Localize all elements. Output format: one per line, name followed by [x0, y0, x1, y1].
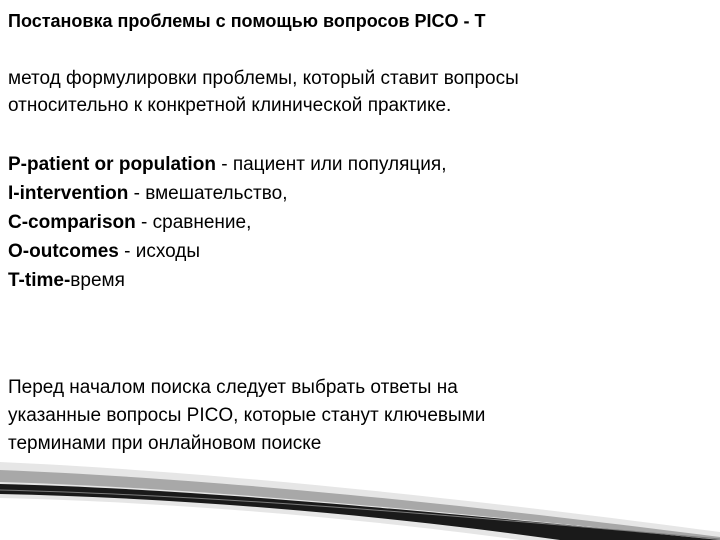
pico-meaning: пациент или популяция, — [232, 154, 447, 175]
pico-item-o — [8, 237, 446, 266]
pico-item-i — [8, 179, 446, 208]
pico-meaning: сравнение, — [152, 212, 252, 233]
intro-line: относительно к конкретной клинической практике. — [8, 95, 452, 116]
pico-separator: - — [215, 154, 233, 175]
pico-term: C-comparison — [8, 212, 136, 233]
pico-meaning: вмешательство, — [145, 183, 288, 204]
pico-item-t — [8, 266, 446, 295]
pico-item-c — [8, 208, 446, 237]
pico-meaning: исходы — [135, 241, 201, 262]
pico-term: O-outcomes — [8, 241, 119, 262]
advice-line: терминами при онлайновом поиске — [8, 433, 322, 454]
pico-separator: - — [128, 183, 146, 204]
intro-paragraph — [8, 65, 708, 119]
pico-term: P-patient or population — [8, 154, 216, 175]
pico-list — [8, 150, 446, 295]
advice-line: указанные вопросы PICO, которые станут ключевыми — [8, 405, 486, 426]
decorative-swoosh — [0, 440, 720, 540]
pico-meaning: время — [70, 270, 125, 291]
pico-item-p — [8, 150, 446, 179]
pico-separator: - — [118, 241, 136, 262]
advice-line: Перед началом поиска следует выбрать ответы на — [8, 377, 458, 398]
pico-separator: - — [135, 212, 153, 233]
intro-line: метод формулировки проблемы, который ставит вопросы — [8, 68, 519, 89]
pico-term: I-intervention — [8, 183, 129, 204]
pico-term: T-time- — [8, 270, 71, 291]
slide-title: Постановка проблемы с помощью вопросов PICO - Т — [8, 11, 486, 31]
